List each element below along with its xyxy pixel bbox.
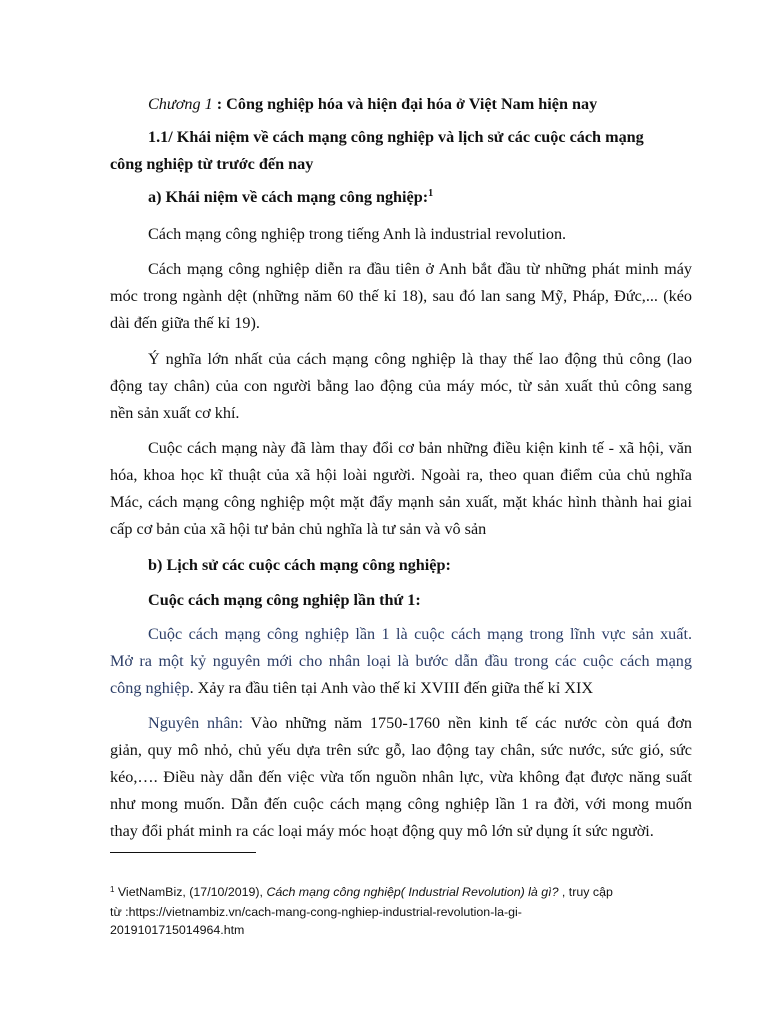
- footnote-url[interactable]: từ :https://vietnambiz.vn/cach-mang-cong-nghiep-industrial-revolution-la-gi-: [110, 905, 522, 919]
- chapter-title: [148, 94, 597, 114]
- paragraph-line: Cuộc cách mạng công nghiệp lần 1 là cuộc cách mạng trong lĩnh vực sản xuất.: [148, 625, 692, 643]
- footnote-title: Cách mạng công nghiệp( Industrial Revolution) là gì?: [266, 885, 559, 899]
- section-heading-1-1: [148, 127, 692, 147]
- chapter-label: Chương 1: [148, 95, 213, 113]
- paragraph-text: Vào những năm 1750-1760 nền kinh tế các nước còn quá đơn: [243, 714, 693, 732]
- paragraph-line: động tay chân) của con người bằng lao động của máy móc, từ sản xuất thủ công sang: [110, 377, 692, 395]
- subsection-heading-b: b) Lịch sử các cuộc cách mạng công nghiệp:: [148, 556, 451, 574]
- footnote-source: VietNamBiz, (17/10/2019),: [114, 885, 267, 899]
- footnote-line: [110, 884, 613, 900]
- chapter-title-text: : Công nghiệp hóa và hiện đại hóa ở Việt Nam hiện nay: [212, 95, 598, 113]
- footnote-reference: 1: [428, 188, 434, 199]
- paragraph-line: kéo,…. Điều này dẫn đến việc vừa tốn nguồn nhân lực, vừa không đạt được năng suất: [110, 768, 692, 786]
- paragraph-line: [110, 678, 593, 698]
- paragraph-line: Ý nghĩa lớn nhất của cách mạng công nghiệp là thay thế lao động thủ công (lao: [148, 350, 692, 368]
- causes-label: Nguyên nhân:: [148, 714, 244, 732]
- footnote-mark: 1: [110, 885, 115, 894]
- subsection-heading-text: a) Khái niệm về cách mạng công nghiệp:: [148, 188, 429, 206]
- paragraph-line: móc trong ngành dệt (những năm 60 thế kỉ 18), sau đó lan sang Mỹ, Pháp, Đức,... (kéo: [110, 287, 692, 305]
- paragraph-line: như mong muốn. Dẫn đến cuộc cách mạng công nghiệp lần 1 ra đời, với mong muốn: [110, 795, 692, 813]
- paragraph-line: Cuộc cách mạng này đã làm thay đổi cơ bản những điều kiện kinh tế - xã hội, văn: [148, 439, 692, 457]
- paragraph-line: Mác, cách mạng công nghiệp một mặt đẩy mạnh sản xuất, mặt khác hình thành hai giai: [110, 493, 692, 511]
- paragraph-line: dài đến giữa thế kỉ 19).: [110, 314, 260, 332]
- paragraph-line: cấp cơ bản của xã hội tư bản chủ nghĩa là tư sản và vô sản: [110, 520, 487, 538]
- highlighted-term: công nghiệp: [110, 679, 190, 697]
- paragraph-text: . Xảy ra đầu tiên tại Anh vào thế kỉ XVIII đến giữa thế kỉ XIX: [189, 679, 594, 697]
- paragraph-line: Cách mạng công nghiệp diễn ra đầu tiên ở Anh bắt đầu từ những phát minh máy: [148, 260, 692, 278]
- paragraph-line: Cách mạng công nghiệp trong tiếng Anh là industrial revolution.: [148, 225, 567, 243]
- footnote-url-end[interactable]: 2019101715014964.htm: [110, 923, 245, 937]
- section-heading-line: 1.1/ Khái niệm về cách mạng công nghiệp và lịch sử các cuộc cách mạng: [148, 128, 644, 146]
- footnote-separator: [110, 852, 256, 853]
- paragraph-line: nền sản xuất cơ khí.: [110, 404, 240, 422]
- paragraph-line: hóa, khoa học kĩ thuật của xã hội loài người. Ngoài ra, theo quan điểm của chủ nghĩa: [110, 466, 692, 484]
- footnote-access: , truy cập: [558, 885, 613, 899]
- paragraph-line: Mở ra một kỷ nguyên mới cho nhân loại là bước dẫn đầu trong các cuộc cách mạng: [110, 652, 692, 670]
- section-heading-line: công nghiệp từ trước đến nay: [110, 155, 314, 173]
- subsection-heading-a: [148, 187, 433, 207]
- paragraph-line: giản, quy mô nhỏ, chủ yếu dựa trên sức gỗ, lao động tay chân, sức nước, sức gió, sức: [110, 741, 692, 759]
- paragraph-line: [148, 713, 692, 733]
- subsection-subheading: Cuộc cách mạng công nghiệp lần thứ 1:: [148, 591, 421, 609]
- paragraph-line: thay đổi phát minh ra các loại máy móc hoạt động quy mô lớn sử dụng ít sức người.: [110, 822, 654, 840]
